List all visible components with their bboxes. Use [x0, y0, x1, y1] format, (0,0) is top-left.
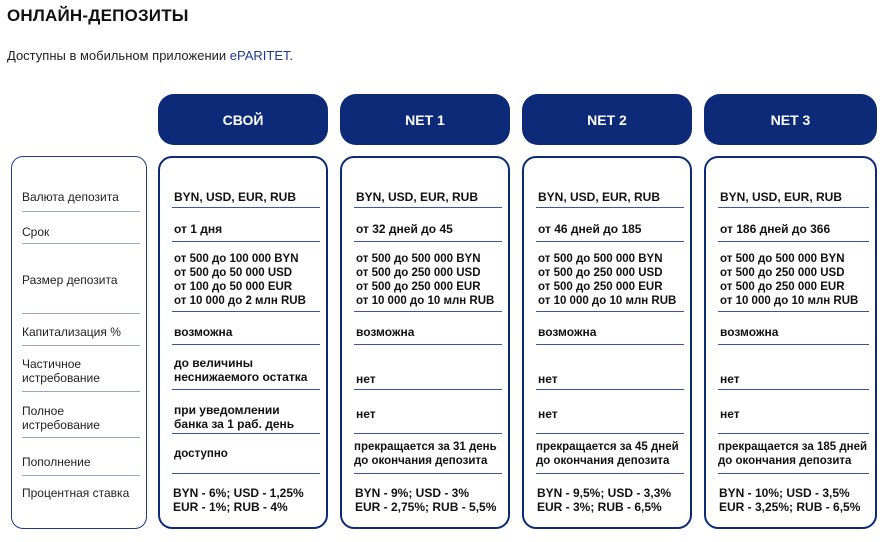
size-value-line: от 500 до 250 000 EUR: [356, 281, 481, 293]
row-divider: [718, 311, 869, 312]
label-term: Срок: [22, 225, 50, 239]
row-divider: [172, 433, 320, 434]
currency-value: BYN, USD, EUR, RUB: [538, 190, 661, 204]
size-value-line: от 500 до 250 000 USD: [538, 267, 663, 279]
partial-value-line1: до величины: [174, 356, 254, 370]
subtitle-suffix: .: [289, 48, 294, 63]
replenish-value-line2: до окончания депозита: [354, 455, 488, 467]
term-value: от 46 дней до 185: [538, 222, 642, 236]
currency-value: BYN, USD, EUR, RUB: [356, 190, 479, 204]
rate-value-line2: EUR - 3,25%; RUB - 6,5%: [719, 500, 861, 514]
label-partial-line2: истребование: [22, 371, 100, 385]
size-value-line: от 500 до 250 000 EUR: [720, 281, 845, 293]
row-divider: [354, 344, 502, 345]
capitalization-value: возможна: [174, 325, 233, 339]
size-value-line: от 500 до 250 000 USD: [720, 267, 845, 279]
replenish-value-line1: доступно: [174, 448, 228, 460]
row-divider: [172, 311, 320, 312]
label-full: [22, 404, 100, 432]
currency-value: BYN, USD, EUR, RUB: [174, 190, 297, 204]
size-value-line: от 500 до 50 000 USD: [174, 267, 293, 279]
row-divider: [536, 389, 684, 390]
partial-value-line1: нет: [356, 372, 376, 386]
label-divider: [22, 345, 140, 346]
label-rate: Процентная ставка: [22, 486, 130, 500]
row-divider: [536, 433, 684, 434]
term-value: от 186 дней до 366: [720, 222, 831, 236]
partial-value-line1: нет: [720, 372, 740, 386]
partial-value-line1: нет: [538, 372, 558, 386]
rate-value-line1: BYN - 9%; USD - 3%: [355, 486, 470, 500]
size-value-line: от 10 000 до 10 млн RUB: [356, 295, 495, 307]
rate-value-line2: EUR - 3%; RUB - 6,5%: [537, 500, 662, 514]
replenish-value-line2: до окончания депозита: [718, 455, 852, 467]
full-value-line1: нет: [538, 407, 558, 421]
full-value-line1: при уведомлении: [174, 403, 280, 417]
row-divider: [718, 473, 869, 474]
size-value-line: от 500 до 500 000 BYN: [356, 253, 481, 265]
product-header-net-2[interactable]: NET 2: [522, 94, 692, 145]
size-value-line: от 10 000 до 10 млн RUB: [720, 295, 859, 307]
size-value-line: от 500 до 500 000 BYN: [538, 253, 663, 265]
size-value-line: от 10 000 до 2 млн RUB: [174, 295, 306, 307]
size-value-line: от 500 до 250 000 USD: [356, 267, 481, 279]
row-divider: [172, 241, 320, 242]
row-divider: [172, 344, 320, 345]
replenish-value-line1: прекращается за 185 дней: [718, 441, 868, 453]
row-divider: [536, 473, 684, 474]
row-divider: [354, 433, 502, 434]
replenish-value-line1: прекращается за 45 дней: [536, 441, 679, 453]
label-divider: [22, 437, 140, 438]
row-divider: [718, 207, 869, 208]
page-title: ОНЛАЙН-ДЕПОЗИТЫ: [7, 6, 189, 25]
row-divider: [354, 311, 502, 312]
label-divider: [22, 475, 140, 476]
label-replenish: Пополнение: [22, 455, 91, 469]
label-full-line1: Полное: [22, 404, 65, 418]
full-value-line1: нет: [720, 407, 740, 421]
row-divider: [718, 389, 869, 390]
rate-value-line1: BYN - 10%; USD - 3,5%: [719, 486, 850, 500]
size-value-line: от 100 до 50 000 EUR: [174, 281, 293, 293]
row-divider: [354, 241, 502, 242]
label-divider: [22, 211, 140, 212]
subtitle-text: Доступны в мобильном приложении: [7, 48, 230, 63]
capitalization-value: возможна: [538, 325, 597, 339]
row-divider: [172, 473, 320, 474]
label-divider: [22, 313, 140, 314]
partial-value-line2: неснижаемого остатка: [174, 370, 308, 384]
row-divider: [536, 344, 684, 345]
label-divider: [22, 391, 140, 392]
row-divider: [354, 473, 502, 474]
size-value-line: от 500 до 250 000 EUR: [538, 281, 663, 293]
label-capitalization: Капитализация %: [22, 325, 121, 339]
product-header-svoi[interactable]: СВОЙ: [158, 94, 328, 145]
label-divider: [22, 243, 140, 244]
size-value-line: от 500 до 500 000 BYN: [720, 253, 845, 265]
capitalization-value: возможна: [720, 325, 779, 339]
size-value-line: от 10 000 до 10 млн RUB: [538, 295, 677, 307]
row-divider: [536, 241, 684, 242]
label-currency: Валюта депозита: [22, 190, 119, 204]
full-value-line1: нет: [356, 407, 376, 421]
row-divider: [718, 344, 869, 345]
row-divider: [172, 389, 320, 390]
row-divider: [536, 207, 684, 208]
row-divider: [354, 207, 502, 208]
rate-value-line2: EUR - 2,75%; RUB - 5,5%: [355, 500, 497, 514]
row-divider: [536, 311, 684, 312]
rate-value-line1: BYN - 9,5%; USD - 3,3%: [537, 486, 672, 500]
label-full-line2: истребование: [22, 418, 100, 432]
product-header-net-1[interactable]: NET 1: [340, 94, 510, 145]
replenish-value-line2: до окончания депозита: [536, 455, 670, 467]
label-size: Размер депозита: [22, 273, 118, 287]
row-divider: [718, 241, 869, 242]
row-divider: [172, 207, 320, 208]
rate-value-line1: BYN - 6%; USD - 1,25%: [173, 486, 304, 500]
size-value-line: от 500 до 100 000 BYN: [174, 253, 299, 265]
label-partial-line1: Частичное: [22, 357, 82, 371]
rate-value-line2: EUR - 1%; RUB - 4%: [173, 500, 288, 514]
row-divider: [718, 433, 869, 434]
term-value: от 1 дня: [174, 222, 223, 236]
capitalization-value: возможна: [356, 325, 415, 339]
replenish-value-line1: прекращается за 31 день: [354, 441, 497, 453]
full-value-line2: банка за 1 раб. день: [174, 417, 295, 431]
currency-value: BYN, USD, EUR, RUB: [720, 190, 843, 204]
term-value: от 32 дней до 45: [356, 222, 453, 236]
page-subtitle: [7, 48, 293, 63]
label-partial: [22, 357, 100, 385]
eparitet-link[interactable]: ePARITET: [229, 48, 290, 63]
row-divider: [354, 389, 502, 390]
product-header-net-3[interactable]: NET 3: [704, 94, 877, 145]
